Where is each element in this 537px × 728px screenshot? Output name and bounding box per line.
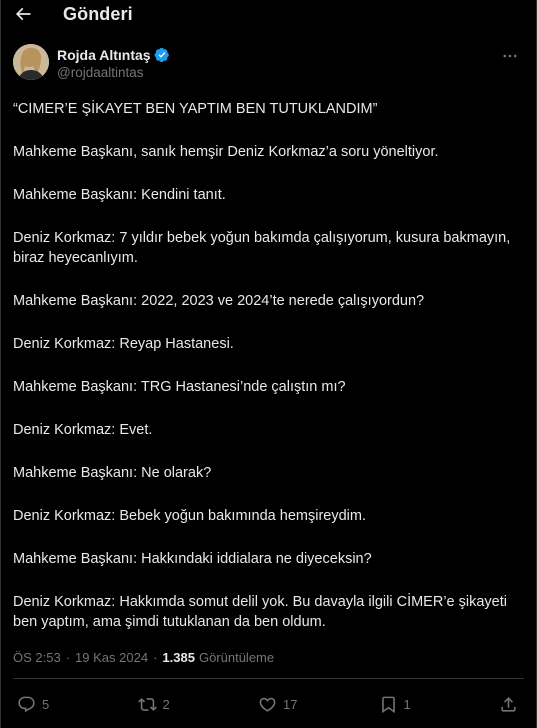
- author-display-name[interactable]: Rojda Altıntaş: [57, 47, 151, 63]
- post-paragraph: Deniz Korkmaz: Bebek yoğun bakımında hemşireydim.: [13, 508, 366, 524]
- post-date[interactable]: 19 Kas 2024: [75, 650, 149, 665]
- post-time[interactable]: ÖS 2:53: [13, 650, 61, 665]
- meta-separator: ·: [65, 650, 71, 665]
- post-paragraph: Deniz Korkmaz: Reyap Hastanesi.: [13, 336, 234, 352]
- post-paragraph: Mahkeme Başkanı: 2022, 2023 ve 2024’te nerede çalışıyordun?: [13, 293, 425, 309]
- post-text: [13, 99, 522, 655]
- bookmark-count: 1: [403, 696, 411, 712]
- views-label: Görüntüleme: [198, 650, 275, 665]
- reply-bubble-icon: [17, 695, 36, 714]
- page-title: Gönderi: [63, 3, 133, 24]
- post-paragraph: Deniz Korkmaz: Hakkımda somut delil yok. Bu davayla ilgili CİMER’e şikayeti ben yaptım, ama şimdi tutuklanan da ben oldum.: [13, 594, 507, 630]
- back-button[interactable]: [9, 0, 37, 28]
- bookmark-button[interactable]: [379, 695, 429, 714]
- action-bar: [17, 690, 518, 718]
- post-paragraph: “CIMER’E ŞİKAYET BEN YAPTIM BEN TUTUKLANDIM”: [13, 101, 378, 117]
- divider: [13, 678, 524, 679]
- meta-separator: ·: [153, 650, 158, 665]
- post-paragraph: Mahkeme Başkanı: Ne olarak?: [13, 465, 212, 481]
- top-header: [1, 0, 536, 28]
- verified-badge-icon[interactable]: [154, 47, 170, 63]
- views-count[interactable]: 1.385: [162, 650, 195, 665]
- reply-button[interactable]: [17, 695, 67, 714]
- post-meta: [13, 650, 274, 665]
- post-paragraph: Mahkeme Başkanı: Hakkındaki iddialara ne diyeceksin?: [13, 551, 372, 567]
- post-paragraph: Mahkeme Başkanı, sanık hemşir Deniz Korkmaz’a soru yöneltiyor.: [13, 144, 439, 160]
- author-name-row: [57, 47, 170, 63]
- repost-count: 2: [162, 696, 170, 712]
- post-paragraph: Mahkeme Başkanı: TRG Hastanesi’nde çalıştın mı?: [13, 379, 346, 395]
- heart-icon: [258, 695, 277, 714]
- avatar[interactable]: [13, 44, 49, 80]
- reply-count: 5: [42, 696, 50, 712]
- like-count: 17: [283, 696, 298, 712]
- repost-button[interactable]: [138, 695, 188, 714]
- share-upload-icon: [499, 695, 518, 714]
- post-paragraph: Mahkeme Başkanı: Kendini tanıt.: [13, 187, 226, 203]
- bookmark-icon: [379, 695, 398, 714]
- like-button[interactable]: [258, 695, 308, 714]
- post-paragraph: Deniz Korkmaz: 7 yıldır bebek yoğun bakımda çalışıyorum, kusura bakmayın, biraz heyecanlıyım.: [13, 230, 511, 266]
- author-info: [57, 44, 170, 80]
- share-button[interactable]: [499, 695, 518, 714]
- more-dots-icon: [501, 47, 519, 65]
- author-handle[interactable]: @rojdaaltintas: [57, 65, 144, 80]
- post-author: [13, 44, 524, 88]
- arrow-left-icon: [13, 4, 33, 24]
- post-paragraph: Deniz Korkmaz: Evet.: [13, 422, 153, 438]
- repost-icon: [138, 695, 157, 714]
- more-options-button[interactable]: [500, 46, 520, 66]
